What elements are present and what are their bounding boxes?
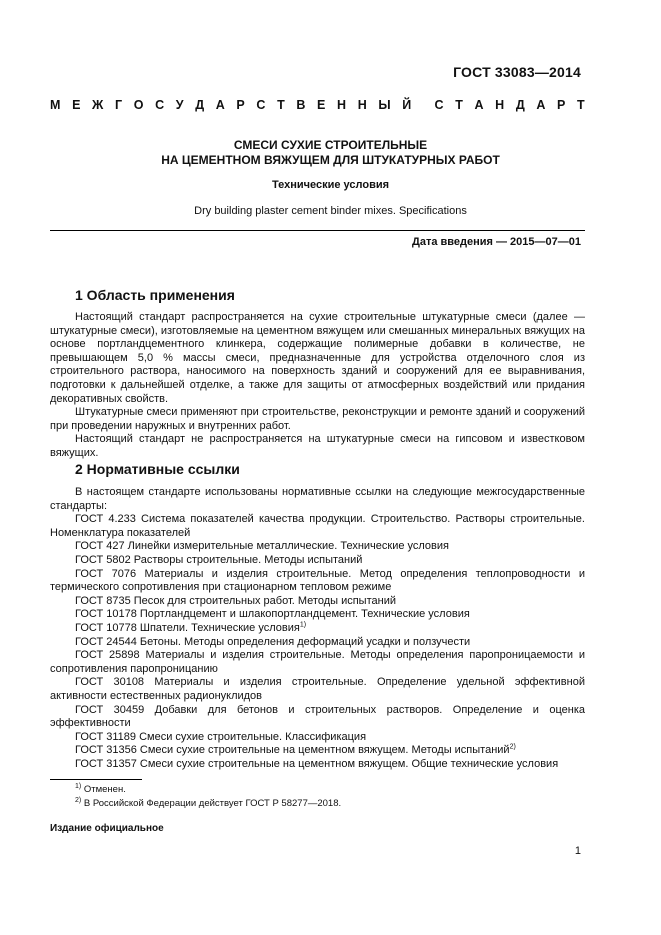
banner-letter: Н: [357, 98, 367, 112]
banner-letter: Н: [337, 98, 347, 112]
reference-item: [50, 622, 585, 636]
banner-letter: А: [215, 98, 225, 112]
reference-item: [50, 540, 585, 554]
reference-text: ГОСТ 5802 Растворы строительные. Методы испытаний: [75, 553, 363, 566]
paragraph: Штукатурные смеси применяют при строительстве, реконструкции и ремонте зданий и сооружений при проведении наружных и внутренних работ.: [50, 406, 585, 432]
reference-text: ГОСТ 30459 Добавки для бетонов и строительных растворов. Определение и оценка эффективности: [50, 703, 585, 730]
standard-code: ГОСТ 33083—2014: [453, 64, 581, 80]
banner-letter: О: [133, 98, 144, 112]
banner-letter: Н: [495, 98, 505, 112]
banner-letter: Т: [455, 98, 463, 112]
section-2-body: [50, 486, 585, 771]
references-list: [50, 513, 585, 771]
banner-letter: А: [474, 98, 484, 112]
reference-item: [50, 608, 585, 622]
paragraph: Настоящий стандарт не распространяется на штукатурные смеси на гипсовом и известковом вяжущих.: [50, 433, 585, 459]
document-subtitle: Технические условия: [271, 179, 390, 191]
footnote-mark: 1): [75, 782, 82, 790]
title-line-2: НА ЦЕМЕНТНОМ ВЯЖУЩЕМ ДЛЯ ШТУКАТУРНЫХ РАБОТ: [161, 153, 500, 167]
banner-letter: Й: [402, 98, 412, 112]
reference-text: ГОСТ 30108 Материалы и изделия строительные. Определение удельной эффективной активности естественных радионуклидов: [50, 676, 585, 702]
banner-letter: Д: [515, 98, 525, 112]
footnote-mark: 2): [509, 743, 516, 751]
page-number: 1: [574, 845, 581, 857]
paragraph: Настоящий стандарт распространяется на сухие строительные штукатурные смеси (далее — штукатурные смеси), изготовляемые на цементном вяжущем или смешанных минеральных вяжущих на основе портландцементного клинкера, содержащие полимерные добавки в количестве, не превышающем 5,0 % массы смеси, предназначенные для устройства отделочного слоя из строительного раствора, наносимого на поверхность зданий и сооружений для ее выравнивания, подготовки к дальнейшей отделке, а также для защиты от атмосферных воздействий или придания декоративных свойств.: [50, 311, 585, 405]
title-line-1: СМЕСИ СУХИЕ СТРОИТЕЛЬНЫЕ: [233, 138, 428, 152]
reference-item: [50, 758, 585, 772]
banner-letter: У: [175, 98, 184, 112]
reference-text: ГОСТ 31189 Смеси сухие строительные. Классификация: [75, 730, 367, 743]
reference-item: [50, 704, 585, 731]
reference-item: [50, 595, 585, 609]
reference-item: [50, 568, 585, 595]
paragraph: В настоящем стандарте использованы нормативные ссылки на следующие межгосударственные стандарты:: [50, 486, 585, 512]
banner-letter: Ы: [378, 98, 391, 112]
reference-item: [50, 731, 585, 745]
document-title: [0, 138, 661, 168]
reference-item: [50, 676, 585, 703]
footnote-2: [75, 798, 341, 809]
reference-item: [50, 649, 585, 676]
reference-text: ГОСТ 4.233 Система показателей качества продукции. Строительство. Растворы строительные. Номенклатура показателей: [50, 513, 585, 539]
reference-text: ГОСТ 31357 Смеси сухие строительные на цементном вяжущем. Общие технические условия: [75, 757, 559, 770]
english-title: Dry building plaster cement binder mixes. Specifications: [194, 205, 467, 217]
reference-text: ГОСТ 24544 Бетоны. Методы определения деформаций усадки и ползучести: [75, 635, 471, 648]
banner-letter: Д: [195, 98, 205, 112]
reference-item: [50, 636, 585, 650]
reference-item: [50, 744, 585, 758]
footnote-rule: [50, 779, 142, 780]
footnote-text: В Российской Федерации действует ГОСТ Р 58277—2018.: [81, 798, 342, 809]
banner-letter: В: [296, 98, 306, 112]
reference-item: [50, 513, 585, 540]
footnote-text: Отменен.: [81, 784, 126, 795]
divider: [50, 230, 585, 231]
banner-letter: Р: [236, 98, 245, 112]
reference-text: ГОСТ 7076 Материалы и изделия строительные. Метод определения теплопроводности и термического сопротивления при стационарном тепловом режиме: [50, 567, 585, 594]
interstate-standard-banner: [50, 98, 585, 112]
reference-text: ГОСТ 8735 Песок для строительных работ. Методы испытаний: [75, 594, 396, 607]
section-2-heading: 2 Нормативные ссылки: [75, 461, 240, 477]
reference-item: [50, 554, 585, 568]
banner-letter: Р: [557, 98, 566, 112]
reference-text: ГОСТ 10178 Портландцемент и шлакопортландцемент. Технические условия: [75, 608, 470, 621]
footnote-1: [75, 784, 126, 795]
reference-text: ГОСТ 31356 Смеси сухие строительные на цементном вяжущем. Методы испытаний: [75, 744, 510, 757]
banner-letter: А: [536, 98, 546, 112]
section-1-body: [50, 311, 585, 461]
banner-letter: Т: [277, 98, 285, 112]
banner-letter: С: [256, 98, 266, 112]
banner-letter: Т: [577, 98, 585, 112]
banner-letter: С: [434, 98, 444, 112]
footnote-mark: 1): [299, 621, 307, 629]
banner-letter: Г: [115, 98, 123, 112]
banner-letter: Ж: [92, 98, 104, 112]
banner-letter: Е: [72, 98, 81, 112]
official-edition-label: Издание официальное: [50, 823, 164, 834]
banner-letter: Е: [317, 98, 326, 112]
footnote-mark: 2): [75, 796, 82, 804]
banner-letter: М: [50, 98, 61, 112]
reference-text: ГОСТ 427 Линейки измерительные металлические. Технические условия: [75, 540, 449, 553]
reference-text: ГОСТ 25898 Материалы и изделия строительные. Методы определения паропроницаемости и сопротивления паропроницанию: [50, 649, 585, 675]
introduction-date: Дата введения — 2015—07—01: [412, 236, 581, 248]
banner-letter: С: [155, 98, 165, 112]
reference-text: ГОСТ 10778 Шпатели. Технические условия: [75, 621, 300, 634]
section-1-heading: 1 Область применения: [75, 287, 235, 303]
